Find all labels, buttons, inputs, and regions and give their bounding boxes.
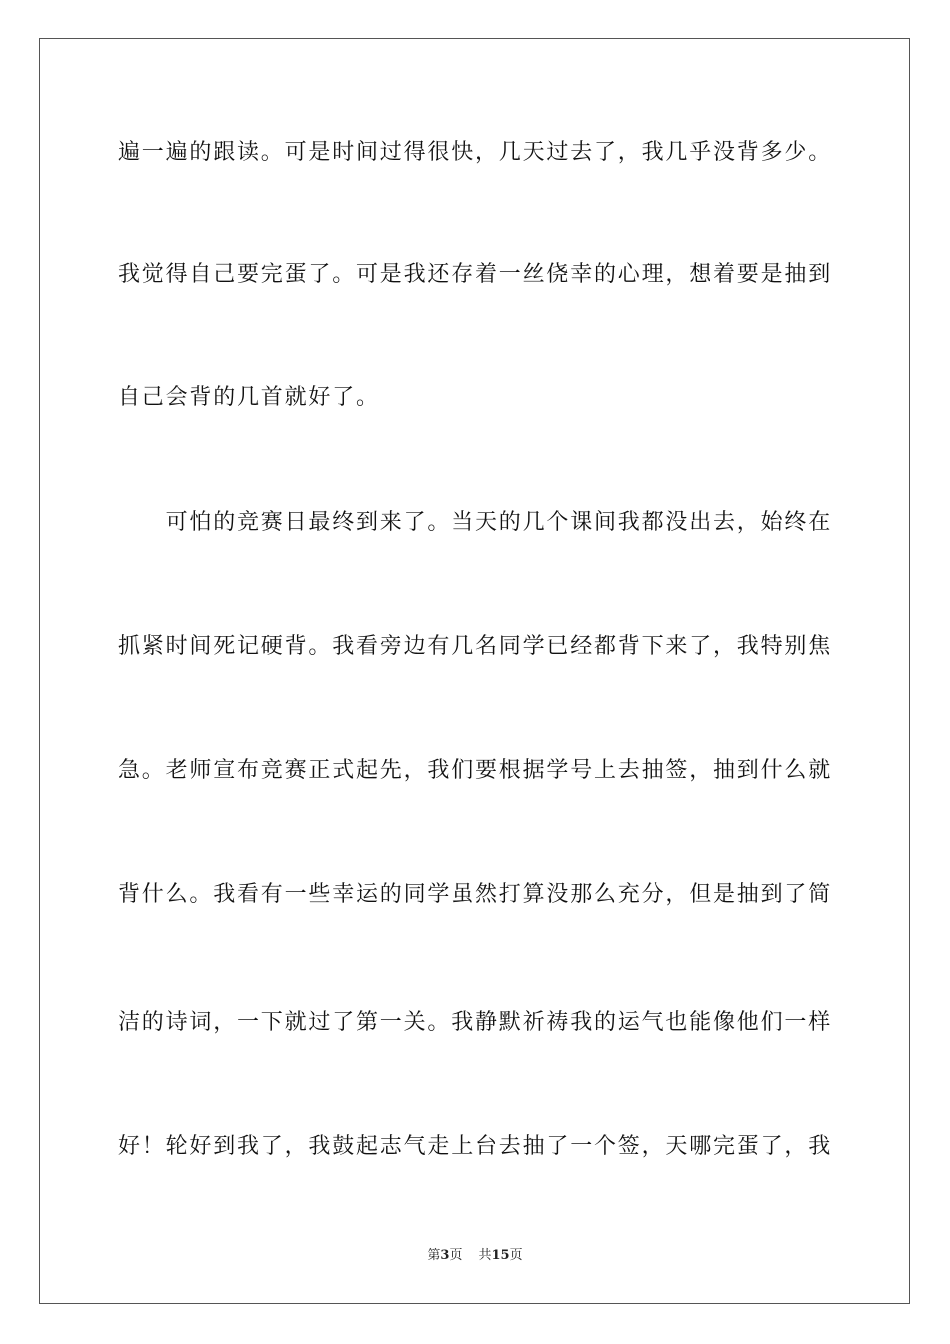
- total-pages-suffix: 页: [509, 1248, 523, 1263]
- paragraph-line: 背什么。我看有一些幸运的同学虽然打算没那么充分，但是抽到了简: [118, 882, 833, 907]
- paragraph-line: 我觉得自己要完蛋了。可是我还存着一丝侥幸的心理，想着要是抽到: [118, 262, 833, 287]
- paragraph-line: 遍一遍的跟读。可是时间过得很快，几天过去了，我几乎没背多少。: [118, 140, 833, 165]
- paragraph-line: 洁的诗词，一下就过了第一关。我静默祈祷我的运气也能像他们一样: [118, 1010, 833, 1035]
- paragraph-line: 自己会背的几首就好了。: [118, 385, 380, 410]
- paragraph-line: 急。老师宣布竞赛正式起先，我们要根据学号上去抽签，抽到什么就: [118, 758, 833, 783]
- current-page-number: 3: [440, 1248, 450, 1263]
- total-pages-number: 15: [491, 1248, 510, 1263]
- page-number-prefix: 第: [427, 1248, 441, 1263]
- page-number-suffix: 页: [449, 1248, 463, 1263]
- page-footer: [0, 1248, 950, 1264]
- paragraph-line: 好！轮好到我了，我鼓起志气走上台去抽了一个签，天哪完蛋了，我: [118, 1134, 833, 1159]
- paragraph-line: 可怕的竞赛日最终到来了。当天的几个课间我都没出去，始终在: [118, 510, 833, 535]
- page-border: [39, 38, 910, 1304]
- paragraph-line: 抓紧时间死记硬背。我看旁边有几名同学已经都背下来了，我特别焦: [118, 634, 833, 659]
- total-pages-prefix: 共: [478, 1248, 492, 1263]
